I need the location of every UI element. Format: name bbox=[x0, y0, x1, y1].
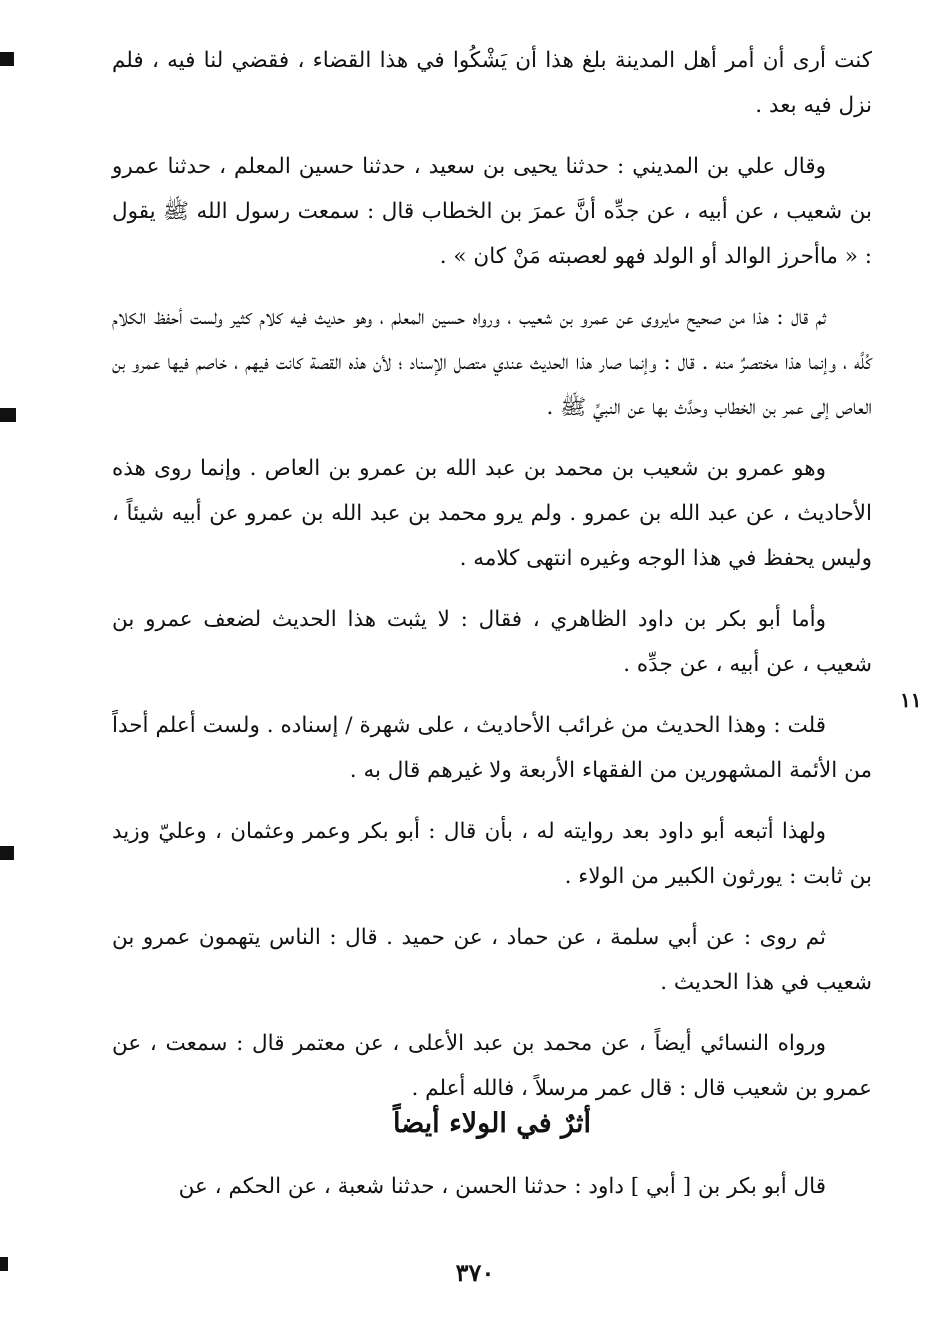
page-number: ٣٧٠ bbox=[455, 1258, 495, 1287]
paragraph: كنت أرى أن أمر أهل المدينة بلغ هذا أن يَشْكُوا في هذا القضاء ، فقضي لنا فيه ، فلم نزل فيه بعد . bbox=[112, 48, 872, 118]
paragraph: ولهذا أتبعه أبو داود بعد روايته له ، بأن قال : أبو بكر وعمر وعثمان ، وعليّ وزيد بن ثابت : يورثون الكبير من الولاء . bbox=[112, 819, 872, 889]
margin-folio-marker: ١١ bbox=[900, 688, 922, 712]
paragraph: وأما أبو بكر بن داود الظاهري ، فقال : لا يثبت هذا الحديث لضعف عمرو بن شعيب ، عن أبيه ، عن جدِّه . bbox=[112, 607, 872, 677]
scan-edge-mark bbox=[0, 846, 14, 860]
paragraph: ورواه النسائي أيضاً ، عن محمد بن عبد الأعلى ، عن معتمر قال : سمعت ، عن عمرو بن شعيب قال : قال عمر مرسلاً ، فالله أعلم . bbox=[112, 1031, 872, 1101]
scan-edge-mark bbox=[0, 52, 14, 66]
paragraph: قال أبو بكر بن [ أبي ] داود : حدثنا الحسن ، حدثنا شعبة ، عن الحكم ، عن bbox=[178, 1174, 826, 1199]
paragraph: ثم روى : عن أبي سلمة ، عن حماد ، عن حميد . قال : الناس يتهمون عمرو بن شعيب في هذا الحديث . bbox=[112, 925, 872, 995]
scan-edge-mark bbox=[0, 408, 16, 422]
body-text bbox=[112, 38, 872, 1127]
section-heading: أثرٌ في الولاء أيضاً bbox=[393, 1108, 591, 1139]
paragraph: وهو عمرو بن شعيب بن محمد بن عبد الله بن عمرو بن العاص . وإنما روى هذه الأحاديث ، عن عبد الله بن عمرو . ولم يرو محمد بن عبد الله بن عمرو عن أبيه شيئاً ، وليس يحفظ في هذا الوجه وغيره انتهى كلامه . bbox=[112, 456, 872, 571]
paragraph: قلت : وهذا الحديث من غرائب الأحاديث ، على شهرة / إسناده . ولست أعلم أحداً من الأئمة المشهورين من الفقهاء الأربعة ولا غيرهم قال به . bbox=[112, 713, 872, 783]
paragraph: وقال علي بن المديني : حدثنا يحيى بن سعيد ، حدثنا حسين المعلم ، حدثنا عمرو بن شعيب ، عن أبيه ، عن جدِّه أنَّ عمرَ بن الخطاب قال : سمعت رسول الله ﷺ يقول : « ماأحرز الوالد أو الولد فهو لعصبته مَنْ كان » . bbox=[112, 154, 872, 269]
paragraph: ثم قال : هذا من صحيح مايروى عن عمرو بن شعيب ، ورواه حسين المعلم ، وهو حديث فيه كلام كثير ولست أحفظ الكلام كُلَّه ، وإنما هذا مختصرٌ منه . قال : وإنما صار هذا الحديث عندي متصل الإسناد ؛ لأن هذه القصة كانت فيهم ، خاصم فيها عمرو بن العاص إلى عمر بن الخطاب وحدَّث بها عن النبيِّ ﷺ . bbox=[112, 305, 872, 420]
